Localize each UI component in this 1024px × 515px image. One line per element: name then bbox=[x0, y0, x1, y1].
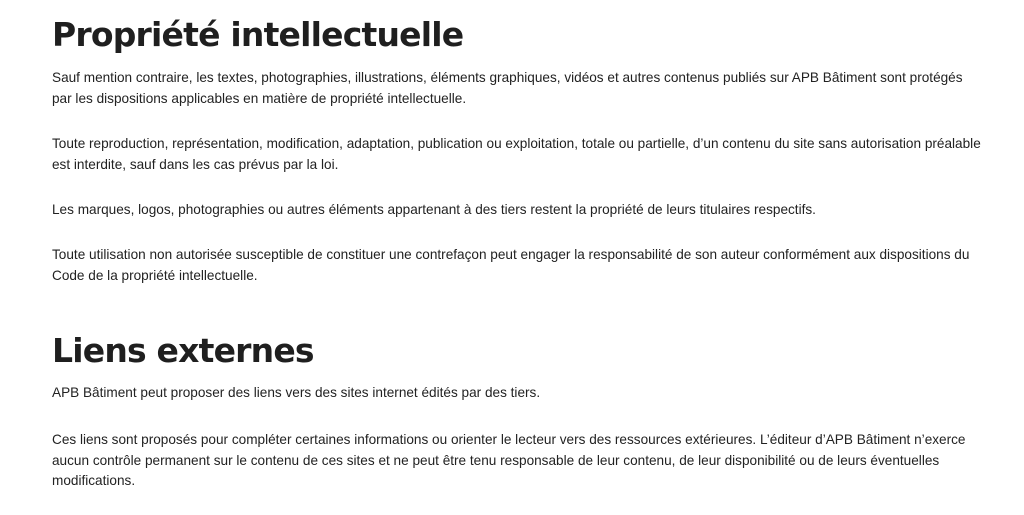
paragraph-links-2: Ces liens sont proposés pour compléter certaines informations ou orienter le lecteur vers des ressources extérieures. L’éditeur d’APB Bâtiment n’exerce aucun contrôle permanent sur le contenu de ces sites et ne peut être tenu responsable de leur contenu, de leur disponibilité ou de leurs éventuelles modifications. bbox=[52, 432, 966, 488]
section-heading-external-links: Liens externes bbox=[52, 331, 314, 370]
paragraph-ip-2: Toute reproduction, représentation, modification, adaptation, publication ou exploitation, totale ou partielle, d’un contenu du site sans autorisation préalable est interdite, sauf dans les cas prévus par la loi. bbox=[52, 136, 981, 172]
section-heading-intellectual-property: Propriété intellectuelle bbox=[52, 15, 464, 54]
paragraph-ip-4: Toute utilisation non autorisée susceptible de constituer une contrefaçon peut engager la responsabilité de son auteur conformément aux dispositions du Code de la propriété intellectuelle. bbox=[52, 247, 970, 283]
paragraph-ip-1: Sauf mention contraire, les textes, photographies, illustrations, éléments graphiques, vidéos et autres contenus publiés sur APB Bâtiment sont protégés par les dispositions applicables en matière de propriété intellectuelle. bbox=[52, 70, 963, 106]
paragraph-links-1: APB Bâtiment peut proposer des liens vers des sites internet édités par des tiers. bbox=[52, 385, 541, 400]
paragraph-ip-3: Les marques, logos, photographies ou autres éléments appartenant à des tiers restent la propriété de leurs titulaires respectifs. bbox=[52, 202, 816, 217]
